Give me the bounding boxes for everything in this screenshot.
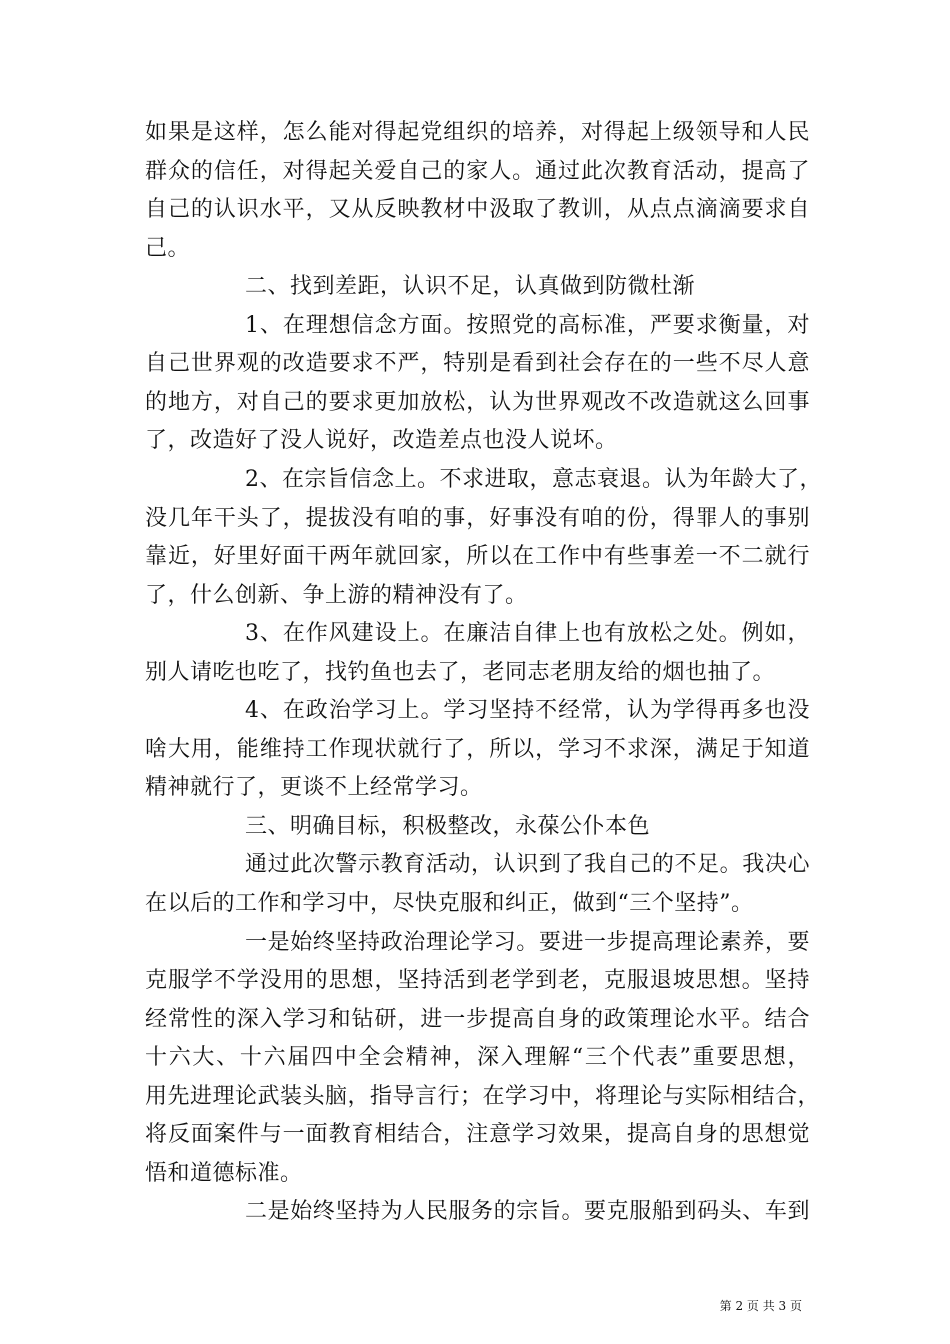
text-line: 靠近，好里好面干两年就回家，所以在工作中有些事差一不二就行 [145, 544, 810, 570]
text-line: 一是始终坚持政治理论学习。要进一步提高理论素养，要 [245, 929, 810, 955]
text-line: 二、找到差距，认识不足，认真做到防微杜渐 [245, 274, 696, 300]
text-line: 3、在作风建设上。在廉洁自律上也有放松之处。例如， [245, 621, 810, 647]
text-line: 了，改造好了没人说好，改造差点也没人说坏。 [145, 428, 618, 454]
text-line: 用先进理论武装头脑，指导言行；在学习中，将理论与实际相结合， [145, 1083, 821, 1109]
text-line: 啥大用，能维持工作现状就行了，所以，学习不求深，满足于知道 [145, 736, 810, 762]
text-line: 1、在理想信念方面。按照党的高标准，严要求衡量，对 [245, 312, 810, 338]
text-line: 在以后的工作和学习中，尽快克服和纠正，做到“三个坚持”。 [145, 891, 754, 916]
text-line: 三、明确目标，积极整改，永葆公仆本色 [245, 813, 651, 839]
text-line: 经常性的深入学习和钻研，进一步提高自身的政策理论水平。结合 [145, 1006, 810, 1032]
text-line: 别人请吃也吃了，找钓鱼也去了，老同志老朋友给的烟也抽了。 [145, 659, 776, 685]
text-line: 二是始终坚持为人民服务的宗旨。要克服船到码头、车到 [245, 1199, 810, 1225]
text-line: 将反面案件与一面教育相结合，注意学习效果，提高自身的思想觉 [145, 1122, 810, 1148]
page-number-footer: 第 2 页 共 3 页 [719, 1299, 802, 1313]
text-line: 的地方，对自己的要求更加放松，认为世界观改不改造就这么回事 [145, 389, 810, 415]
text-line: 群众的信任，对得起关爱自己的家人。通过此次教育活动，提高了 [145, 158, 810, 184]
text-line: 通过此次警示教育活动，认识到了我自己的不足。我决心 [245, 852, 810, 878]
text-line: 己。 [145, 235, 191, 261]
text-line: 自己世界观的改造要求不严，特别是看到社会存在的一些不尽人意 [145, 351, 810, 377]
text-line: 自己的认识水平，又从反映教材中汲取了教训，从点点滴滴要求自 [145, 197, 810, 223]
text-line: 如果是这样，怎么能对得起党组织的培养，对得起上级领导和人民 [145, 120, 810, 145]
text-line: 悟和道德标准。 [145, 1160, 303, 1186]
text-line: 精神就行了，更谈不上经常学习。 [145, 775, 483, 801]
text-line: 克服学不学没用的思想，坚持活到老学到老，克服退坡思想。坚持 [145, 968, 810, 994]
text-line: 十六大、十六届四中全会精神，深入理解“三个代表”重要思想， [145, 1045, 810, 1071]
text-line: 了，什么创新、争上游的精神没有了。 [145, 582, 528, 608]
text-line: 没几年干头了，提拔没有咱的事，好事没有咱的份，得罪人的事别 [145, 505, 810, 531]
text-line: 4、在政治学习上。学习坚持不经常，认为学得再多也没 [245, 698, 810, 724]
text-line: 2、在宗旨信念上。不求进取，意志衰退。认为年龄大了， [245, 466, 822, 492]
